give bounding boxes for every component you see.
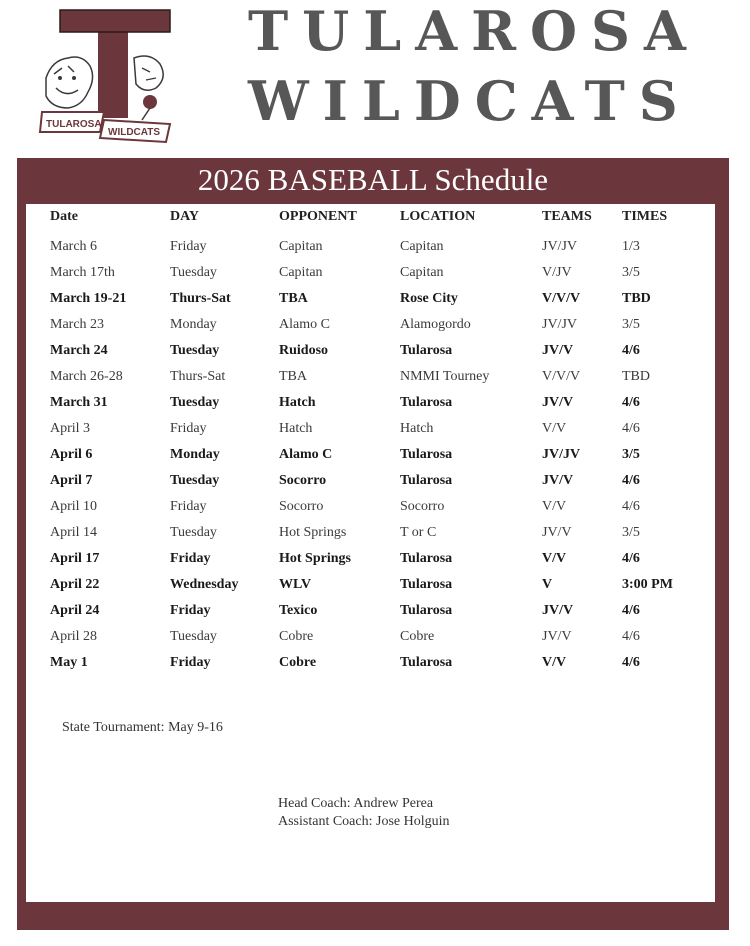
cell-day: Tuesday [170,473,220,488]
cell-opponent: Capitan [279,265,323,280]
logo-banner-left: TULAROSA [46,119,102,130]
cell-opponent: Hot Springs [279,551,351,566]
cell-teams: JV/V [542,395,574,410]
cell-date: March 26-28 [50,369,123,384]
cell-teams: V/V [542,551,567,566]
cell-times: 3:00 PM [622,577,673,592]
cell-opponent: TBA [279,369,307,384]
schedule-row [50,286,710,312]
schedule-row [50,234,710,260]
column-header-teams: TEAMS [542,209,592,224]
schedule-row [50,468,710,494]
cell-opponent: Socorro [279,473,327,488]
cell-day: Friday [170,603,211,618]
schedule-row [50,624,710,650]
column-header-date: Date [50,209,78,224]
cell-day: Friday [170,551,211,566]
cell-times: 3/5 [622,265,640,280]
state-tournament-note: State Tournament: May 9-16 [62,720,223,735]
head-coach: Head Coach: Andrew Perea [278,796,434,811]
cell-teams: JV/V [542,525,572,540]
cell-times: 3/5 [622,317,640,332]
cell-opponent: Ruidoso [279,343,329,358]
cell-opponent: Alamo C [279,447,333,462]
cell-location: Capitan [400,265,444,280]
cell-times: TBD [622,369,650,384]
cell-location: Tularosa [400,603,453,618]
logo-banner-right: WILDCATS [108,127,161,138]
team-name: WILDCATS [248,69,692,133]
cell-date: May 1 [50,655,88,670]
column-header-times: TIMES [622,209,668,224]
cell-date: March 17th [50,265,115,280]
cell-times: 4/6 [622,343,640,358]
cell-opponent: Hatch [279,421,313,436]
schedule-row [50,416,710,442]
cell-teams: V/JV [542,265,572,280]
cell-location: Tularosa [400,343,453,358]
schedule-row [50,650,710,676]
column-header-opponent: OPPONENT [279,209,357,224]
cell-teams: V/V/V [542,291,581,306]
cell-times: 4/6 [622,473,640,488]
school-name: TULAROSA [248,0,700,63]
cell-teams: JV/JV [542,239,578,254]
schedule-row [50,338,710,364]
cell-times: 1/3 [622,239,640,254]
cell-location: Capitan [400,239,444,254]
cell-date: April 24 [50,603,100,618]
cell-date: April 28 [50,629,98,644]
cell-day: Thurs-Sat [170,291,231,306]
cell-day: Tuesday [170,343,220,358]
cell-times: TBD [622,291,651,306]
cell-teams: V/V/V [542,369,581,384]
schedule-row [50,572,710,598]
cell-teams: JV/V [542,629,572,644]
cell-location: Tularosa [400,551,453,566]
cell-opponent: Capitan [279,239,323,254]
cell-day: Friday [170,655,211,670]
cell-date: April 6 [50,447,93,462]
cell-times: 4/6 [622,551,640,566]
cell-opponent: Cobre [279,655,317,670]
schedule-row [50,598,710,624]
cell-teams: JV/JV [542,317,578,332]
cell-opponent: Hot Springs [279,525,347,540]
cell-opponent: Alamo C [279,317,330,332]
cell-day: Friday [170,239,207,254]
cell-times: 3/5 [622,447,640,462]
schedule-panel [26,204,715,902]
cell-date: April 3 [50,421,91,436]
schedule-table [50,204,710,676]
cell-location: Hatch [400,421,434,436]
schedule-row [50,312,710,338]
cell-date: March 19-21 [50,291,127,306]
cell-teams: V/V [542,421,567,436]
cell-times: 4/6 [622,629,640,644]
cell-day: Tuesday [170,395,220,410]
cell-times: 4/6 [622,603,640,618]
schedule-row [50,390,710,416]
cell-location: NMMI Tourney [400,369,490,384]
cell-teams: JV/V [542,343,574,358]
cell-day: Tuesday [170,525,217,540]
cell-day: Tuesday [170,629,217,644]
cell-date: April 7 [50,473,93,488]
cell-opponent: Socorro [279,499,324,514]
schedule-title: 2026 BASEBALL Schedule [197,162,549,197]
cell-location: Cobre [400,629,435,644]
schedule-row [50,520,710,546]
cell-opponent: Cobre [279,629,314,644]
column-header-location: LOCATION [400,209,476,224]
cell-date: April 22 [50,577,100,592]
cell-opponent: TBA [279,291,308,306]
cell-teams: V/V [542,499,567,514]
cell-day: Friday [170,499,207,514]
wildcat-mascot-icon [46,10,170,120]
cell-teams: JV/JV [542,447,581,462]
cell-day: Monday [170,447,220,462]
cell-date: March 31 [50,395,108,410]
tularosa-wildcats-logo [38,8,178,148]
cell-location: Tularosa [400,577,453,592]
cell-times: 3/5 [622,525,640,540]
cell-day: Tuesday [170,265,217,280]
schedule-row [50,546,710,572]
cell-location: Rose City [400,291,458,306]
schedule-row [50,364,710,390]
cell-day: Friday [170,421,207,436]
cell-location: Tularosa [400,473,453,488]
cell-location: T or C [400,525,437,540]
cell-teams: JV/V [542,473,574,488]
cell-teams: V/V [542,655,567,670]
cell-times: 4/6 [622,395,640,410]
cell-teams: V [542,577,553,592]
assistant-coach: Assistant Coach: Jose Holguin [278,814,450,829]
cell-location: Tularosa [400,395,453,410]
cell-date: April 10 [50,499,98,514]
cell-times: 4/6 [622,655,640,670]
schedule-row [50,260,710,286]
cell-date: March 6 [50,239,98,254]
cell-location: Tularosa [400,655,453,670]
cell-day: Monday [170,317,217,332]
cell-location: Alamogordo [400,317,471,332]
cell-day: Thurs-Sat [170,369,226,384]
cell-date: April 17 [50,551,100,566]
cell-date: April 14 [50,525,98,540]
schedule-row [50,442,710,468]
cell-location: Socorro [400,499,445,514]
cell-times: 4/6 [622,499,640,514]
column-header-day: DAY [170,209,200,224]
cell-date: March 23 [50,317,105,332]
cell-times: 4/6 [622,421,640,436]
cell-date: March 24 [50,343,108,358]
schedule-row [50,494,710,520]
cell-location: Tularosa [400,447,453,462]
schedule-frame [17,158,729,930]
cell-opponent: Hatch [279,395,316,410]
cell-opponent: Texico [279,603,318,618]
cell-day: Wednesday [170,577,239,592]
cell-teams: JV/V [542,603,574,618]
cell-opponent: WLV [279,577,312,592]
schedule-header-row [50,204,710,234]
